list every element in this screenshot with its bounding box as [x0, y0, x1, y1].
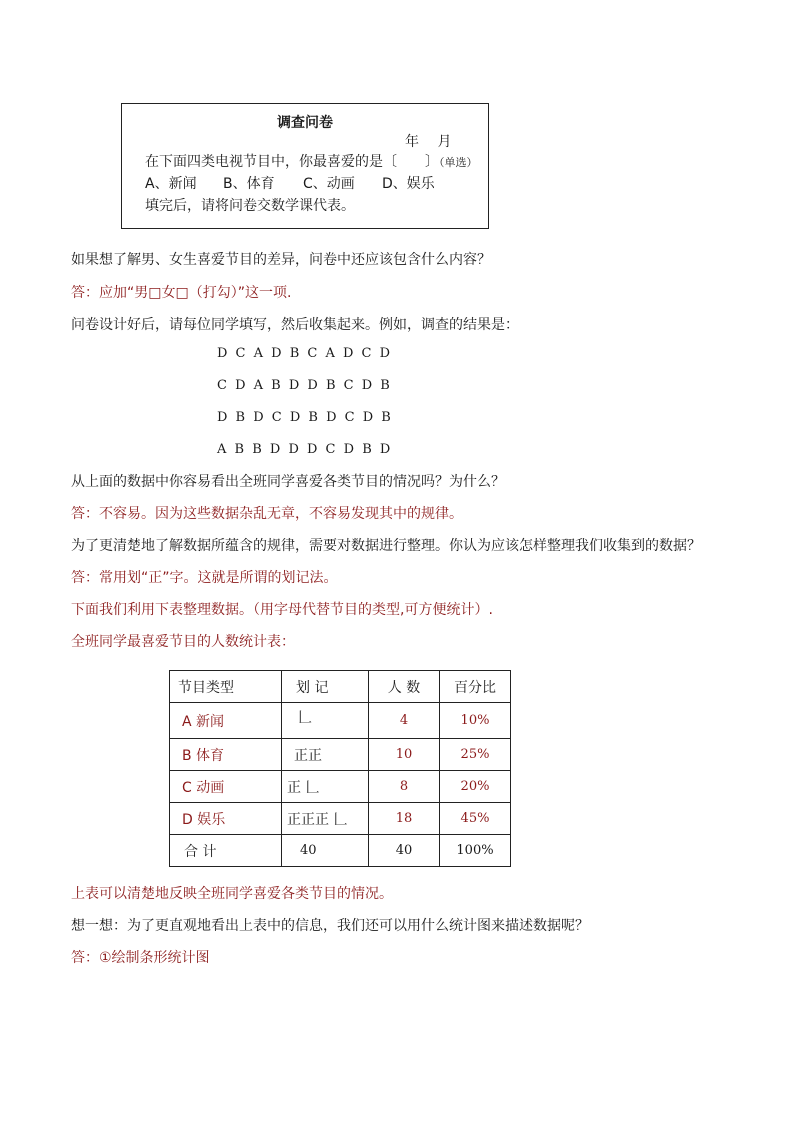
table-cell: 𠃊 — [282, 703, 369, 739]
table-cell: 18 — [369, 803, 440, 835]
survey-date: 年 月 — [405, 134, 452, 150]
table-row — [170, 739, 511, 771]
table-row — [170, 835, 511, 867]
question-3: 为了更清楚地了解数据所蕴含的规律，需要对数据进行整理。你认为应该怎样整理我们收集到的数据？ — [71, 538, 701, 554]
paragraph-2: 下面我们利用下表整理数据。（用字母代替节目的类型,可方便统计）. — [71, 602, 493, 618]
answer-3: 答：常用划“正”字。这就是所谓的划记法。 — [71, 570, 338, 586]
table-cell: 45% — [440, 803, 511, 835]
table-header-cell: 人 数 — [369, 671, 440, 703]
paragraph-1: 问卷设计好后，请每位同学填写，然后收集起来。例如，调查的结果是： — [71, 317, 519, 333]
table-cell: 10 — [369, 739, 440, 771]
table-cell: 8 — [369, 771, 440, 803]
survey-option-c: C、动画 — [303, 176, 355, 192]
answer-4: 答：①绘制条形统计图 — [71, 950, 210, 966]
survey-option-b: B、体育 — [223, 176, 275, 192]
table-row — [170, 803, 511, 835]
question-4: 想一想：为了更直观地看出上表中的信息，我们还可以用什么统计图来描述数据呢？ — [71, 918, 589, 934]
answer-2: 答：不容易。因为这些数据杂乱无章，不容易发现其中的规律。 — [71, 506, 463, 522]
survey-question-text: 在下面四类电视节目中，你最喜爱的是〔 〕 — [145, 154, 439, 170]
table-cell: 4 — [369, 703, 440, 739]
table-row — [170, 703, 511, 739]
data-row: D B D C D B D C D B — [217, 410, 393, 425]
data-row: D C A D B C A D C D — [217, 346, 393, 361]
table-cell: C 动画 — [170, 771, 282, 803]
table-header-row — [170, 671, 511, 703]
data-row: A B B D D D C D B D — [217, 442, 393, 457]
single-choice-note: （单选） — [439, 156, 478, 169]
table-cell: 10% — [440, 703, 511, 739]
survey-footer: 填完后，请将问卷交数学课代表。 — [145, 198, 355, 214]
table-cell: A 新闻 — [170, 703, 282, 739]
table-header-cell: 节目类型 — [170, 671, 282, 703]
table-cell: 40 — [282, 835, 369, 867]
statistics-table — [169, 670, 511, 867]
table-cell: 100% — [440, 835, 511, 867]
table-cell: 正正正 𠃊 — [282, 803, 369, 835]
table-cell: 合 计 — [170, 835, 282, 867]
table-cell: 20% — [440, 771, 511, 803]
table-cell: B 体育 — [170, 739, 282, 771]
table-header-cell: 划 记 — [282, 671, 369, 703]
question-1: 如果想了解男、女生喜爱节目的差异，问卷中还应该包含什么内容？ — [71, 252, 491, 268]
paragraph-3: 上表可以清楚地反映全班同学喜爱各类节目的情况。 — [71, 886, 393, 902]
table-row — [170, 771, 511, 803]
table-cell: D 娱乐 — [170, 803, 282, 835]
survey-box — [121, 103, 489, 229]
table-caption: 全班同学最喜爱节目的人数统计表： — [71, 634, 295, 650]
survey-question — [145, 152, 478, 173]
question-2: 从上面的数据中你容易看出全班同学喜爱各类节目的情况吗？为什么？ — [71, 474, 505, 490]
survey-title: 调查问卷 — [277, 115, 333, 131]
table-cell: 40 — [369, 835, 440, 867]
answer-1: 答：应加“男□女□（打勾）”这一项. — [71, 285, 292, 301]
table-cell: 正 𠃊 — [282, 771, 369, 803]
table-cell: 25% — [440, 739, 511, 771]
data-row: C D A B D D B C D B — [217, 378, 392, 393]
table-header-cell: 百分比 — [440, 671, 511, 703]
survey-option-d: D、娱乐 — [382, 176, 435, 192]
survey-option-a: A、新闻 — [145, 176, 197, 192]
table-cell: 正正 — [282, 739, 369, 771]
